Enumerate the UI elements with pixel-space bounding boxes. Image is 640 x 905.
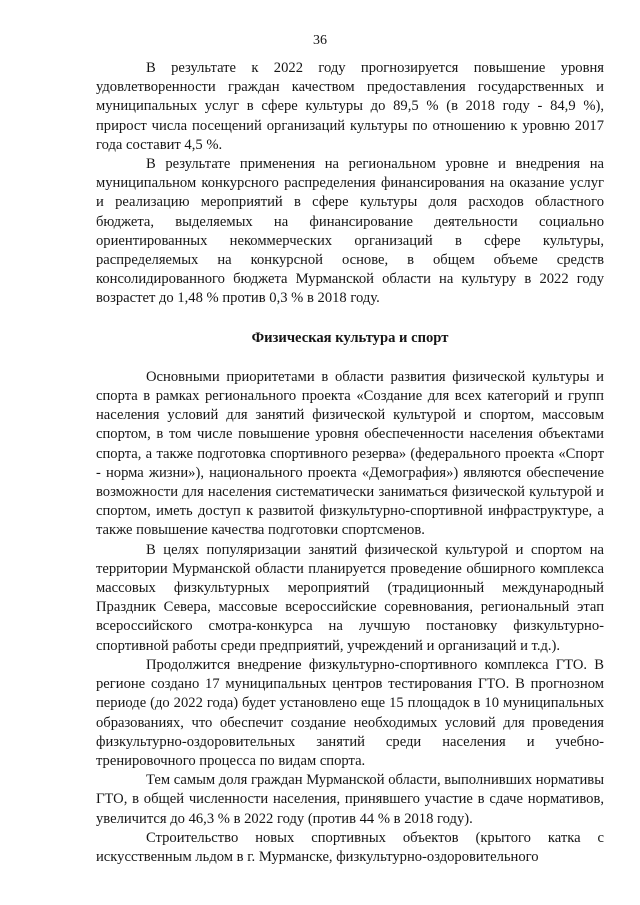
paragraph-culture-satisfaction: В результате к 2022 году прогнозируется повышение уровня удовлетворенности граждан качеством предоставления государственных и муниципальных услуг в сфере культуры до 89,5 % (в 2018 году - 84,9 %), прирост числа посещений организаций культуры по отношению к уровню 2017 года составит 4,5 %. bbox=[96, 60, 604, 153]
paragraph-sport-priorities: Основными приоритетами в области развития физической культуры и спорта в рамках регионального проекта «Создание для всех категорий и групп населения условий для занятий физической культурой и спортом, массовым спортом, в том числе повышение уровня обеспеченности населения объектами спорта, а также подготовка спортивного резерва» (федерального проекта «Спорт - норма жизни»), национального проекта «Демография») являются обеспечение возможности для населения систематически заниматься физической культурой и спортом, иметь доступ к развитой физкультурно-спортивной инфраструктуре, а также повышение качества подготовки спортсменов. bbox=[96, 368, 604, 539]
paragraph-gto-share: Тем самым доля граждан Мурманской области, выполнивших нормативы ГТО, в общей численности населения, принявшего участие в сдаче нормативов, увеличится до 46,3 % в 2022 году (против 44 % в 2018 году). bbox=[96, 772, 604, 827]
paragraph-sport-events: В целях популяризации занятий физической культурой и спортом на территории Мурманской области планируется проведение обширного комплекса массовых физкультурных мероприятий (традиционный международный Праздник Севера, массовые всероссийские соревнования, региональный этап всероссийского смотра-конкурса на лучшую постановку физкультурно-спортивной работы среди предприятий, учреждений и организаций и т.д.). bbox=[96, 541, 604, 654]
page-content bbox=[96, 59, 604, 867]
paragraph-sport-construction: Строительство новых спортивных объектов (крытого катка с искусственным льдом в г. Мурманске, физкультурно-оздоровительного bbox=[96, 829, 604, 865]
page-number: 36 bbox=[313, 33, 327, 48]
paragraph-gto-complex: Продолжится внедрение физкультурно-спортивного комплекса ГТО. В регионе создано 17 муниципальных центров тестирования ГТО. В прогнозном периоде (до 2022 года) будет установлено еще 15 площадок в 10 муниципальных образованиях, что обеспечит создание необходимых условий для проведения физкультурно-оздоровительных занятий среди населения и учебно-тренировочного процесса по видам спорта. bbox=[96, 656, 604, 769]
paragraph-culture-funding: В результате применения на региональном уровне и внедрения на муниципальном конкурсного распределения финансирования на оказание услуг и реализацию мероприятий в сфере культуры доля расходов областного бюджета, выделяемых на финансирование деятельности социально ориентированных некоммерческих организаций в сфере культуры, распределяемых на конкурсной основе, в общем объеме средств консолидированного бюджета Мурманской области на культуру в 2022 году возрастет до 1,48 % против 0,3 % в 2018 году. bbox=[96, 156, 604, 307]
section-heading: Физическая культура и спорт bbox=[251, 329, 449, 346]
